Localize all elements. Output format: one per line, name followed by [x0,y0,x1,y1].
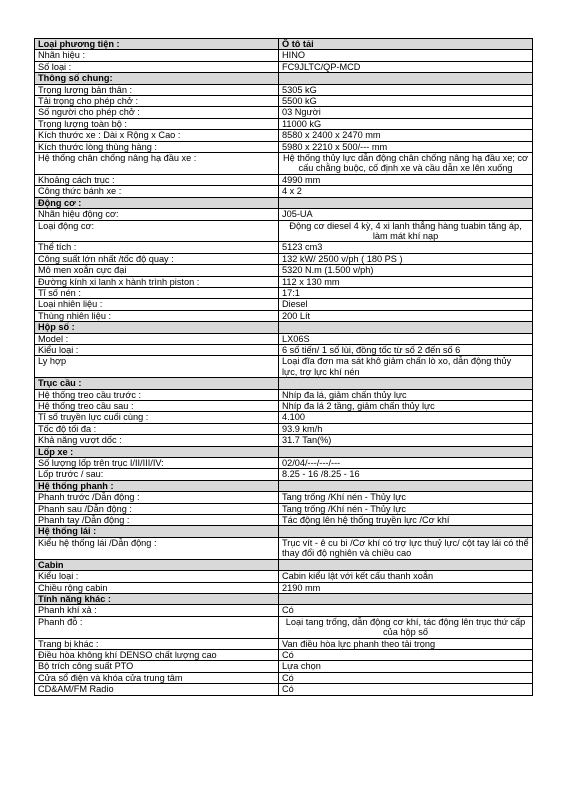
section-header-row [35,559,533,570]
spec-value: 17:1 [279,287,533,298]
spec-value: Nhíp đa lá 2 tầng, giảm chấn thủy lực [279,401,533,412]
spec-value: 112 x 130 mm [279,276,533,287]
spec-label: Kích thước xe : Dài x Rộng x Cao : [35,130,279,141]
spec-value: 11000 kG [279,118,533,129]
spec-label: Số loại : [35,61,279,72]
spec-label: Tỉ số nén : [35,287,279,298]
spec-value: Cabin kiểu lật với kết cấu thanh xoắn [279,571,533,582]
spec-label: Kích thước lòng thùng hàng : [35,141,279,152]
spec-label: Tỉ số truyền lực cuối cùng : [35,412,279,423]
spec-label: Loại động cơ: [35,220,279,242]
section-title: Động cơ : [35,197,279,208]
section-title: Hệ thống phanh : [35,480,279,491]
spec-label: Bộ trích công suất PTO [35,661,279,672]
spec-label: Model : [35,333,279,344]
spec-table-body [35,39,533,696]
spec-value: Hệ thống thủy lực dẫn động chân chống nâng hạ đầu xe; cơ cấu chằng buộc, cố định xe và cầu dẫn xe lên xuống [279,153,533,175]
table-row [35,310,533,321]
spec-label: Số lượng lốp trên trục I/II/III/IV: [35,458,279,469]
table-row [35,333,533,344]
spec-value: 4 x 2 [279,186,533,197]
table-row [35,389,533,400]
table-row [35,118,533,129]
spec-value [279,378,533,389]
table-row [35,141,533,152]
section-header-row [35,480,533,491]
table-row [35,458,533,469]
spec-value: 8.25 - 16 /8.25 - 16 [279,469,533,480]
section-title: Loại phương tiện : [35,39,279,50]
spec-label: Trọng lượng toàn bộ : [35,118,279,129]
table-row [35,174,533,185]
table-row [35,220,533,242]
spec-label: Mô men xoắn cực đại [35,265,279,276]
table-row [35,242,533,253]
spec-value: 8580 x 2400 x 2470 mm [279,130,533,141]
table-row [35,684,533,695]
section-title: Lốp xe : [35,446,279,457]
spec-value: 132 kW/ 2500 v/ph ( 180 PS ) [279,253,533,264]
spec-label: Thể tích : [35,242,279,253]
spec-value: Diesel [279,299,533,310]
spec-label: Ly hợp [35,356,279,378]
spec-value: Trục vít - ê cu bi /Cơ khí có trợ lực thuỷ lực/ cột tay lái có thể thay đổi độ nghiên và chiều cao [279,537,533,559]
section-header-row [35,378,533,389]
spec-value: 5320 N.m (1.500 v/ph) [279,265,533,276]
spec-value: 5980 x 2210 x 500/--- mm [279,141,533,152]
table-row [35,61,533,72]
spec-value: Loại đĩa đơn ma sát khô giảm chấn lò xo, dẫn động thủy lực, trợ lực khí nén [279,356,533,378]
spec-label: Kiểu hệ thống lái /Dẫn động : [35,537,279,559]
table-row [35,616,533,638]
section-header-row [35,526,533,537]
spec-value: 5500 kG [279,96,533,107]
table-row [35,130,533,141]
table-row [35,276,533,287]
table-row [35,571,533,582]
table-row [35,96,533,107]
spec-label: Hệ thống treo cầu trước : [35,389,279,400]
spec-value [279,322,533,333]
section-header-row [35,322,533,333]
spec-value: 6 số tiến/ 1 số lùi, đồng tốc từ số 2 đến số 6 [279,344,533,355]
spec-value: Tang trống /Khí nén - Thủy lực [279,503,533,514]
table-row [35,503,533,514]
table-row [35,672,533,683]
section-title: Hệ thống lái : [35,526,279,537]
spec-label: Lốp trước / sau: [35,469,279,480]
spec-value: 93.9 km/h [279,423,533,434]
spec-table [34,38,533,696]
section-header-row [35,39,533,50]
spec-value [279,197,533,208]
spec-label: Công suất lớn nhất /tốc độ quay : [35,253,279,264]
spec-label: Thùng nhiên liệu : [35,310,279,321]
spec-label: Hệ thống chân chống nâng hạ đầu xe : [35,153,279,175]
spec-value: 4990 mm [279,174,533,185]
table-row [35,469,533,480]
spec-label: Loại nhiên liệu : [35,299,279,310]
section-title: Tính năng khác : [35,593,279,604]
spec-value: Có [279,605,533,616]
table-row [35,649,533,660]
table-row [35,435,533,446]
table-row [35,423,533,434]
table-row [35,492,533,503]
spec-label: Công thức bánh xe : [35,186,279,197]
spec-label: Khoảng cách trục : [35,174,279,185]
spec-value: 03 Người [279,107,533,118]
spec-value: 4.100 [279,412,533,423]
spec-value [279,446,533,457]
spec-label: Chiều rộng cabin [35,582,279,593]
spec-value: Ô tô tải [279,39,533,50]
table-row [35,537,533,559]
spec-label: Phanh sau /Dẫn động : [35,503,279,514]
spec-value: Động cơ diesel 4 kỳ, 4 xi lanh thẳng hàng tuabin tăng áp, làm mát khí nạp [279,220,533,242]
spec-value: Có [279,684,533,695]
spec-value [279,73,533,84]
section-title: Thông số chung: [35,73,279,84]
section-header-row [35,446,533,457]
table-row [35,356,533,378]
table-row [35,253,533,264]
table-row [35,265,533,276]
table-row [35,661,533,672]
table-row [35,209,533,220]
spec-value [279,593,533,604]
spec-value: Tang trống /Khí nén - Thủy lực [279,492,533,503]
table-row [35,287,533,298]
table-row [35,84,533,95]
spec-label: Đường kính xi lanh x hành trình piston : [35,276,279,287]
spec-label: Khả năng vượt dốc : [35,435,279,446]
table-row [35,638,533,649]
spec-label: Nhãn hiệu động cơ: [35,209,279,220]
spec-label: Kiểu loại : [35,344,279,355]
section-header-row [35,593,533,604]
spec-label: Kiểu loại : [35,571,279,582]
spec-label: CD&AM/FM Radio [35,684,279,695]
section-title: Cabin [35,559,279,570]
spec-value: Có [279,649,533,660]
spec-value: Có [279,672,533,683]
section-title: Trục cầu : [35,378,279,389]
spec-value: FC9JLTC/QP-MCD [279,61,533,72]
spec-value [279,480,533,491]
spec-label: Tốc độ tối đa : [35,423,279,434]
table-row [35,401,533,412]
spec-value: 2190 mm [279,582,533,593]
table-row [35,50,533,61]
spec-value: LX06S [279,333,533,344]
spec-value [279,526,533,537]
spec-label: Điều hòa không khí DENSO chất lượng cao [35,649,279,660]
section-header-row [35,197,533,208]
spec-value: 5123 cm3 [279,242,533,253]
spec-label: Cửa sổ điện và khóa cửa trung tâm [35,672,279,683]
spec-label: Hệ thống treo cầu sau : [35,401,279,412]
spec-value: 02/04/---/---/--- [279,458,533,469]
spec-label: Phanh trước /Dẫn động : [35,492,279,503]
spec-label: Trọng lượng bản thân : [35,84,279,95]
spec-value: 200 Lít [279,310,533,321]
table-row [35,107,533,118]
spec-label: Phanh khí xả : [35,605,279,616]
spec-label: Số người cho phép chở : [35,107,279,118]
section-header-row [35,73,533,84]
table-row [35,582,533,593]
spec-value: HINO [279,50,533,61]
table-row [35,299,533,310]
spec-value [279,559,533,570]
spec-value: Van điều hòa lực phanh theo tải trọng [279,638,533,649]
spec-value: J05-UA [279,209,533,220]
spec-value: 5305 kG [279,84,533,95]
spec-label: Phanh tay /Dẫn động : [35,515,279,526]
table-row [35,186,533,197]
spec-label: Nhãn hiệu : [35,50,279,61]
spec-value: 31.7 Tan(%) [279,435,533,446]
section-title: Hộp số : [35,322,279,333]
spec-value: Nhíp đa lá, giảm chấn thủy lực [279,389,533,400]
table-row [35,412,533,423]
spec-value: Lựa chọn [279,661,533,672]
spec-label: Phanh đỗ : [35,616,279,638]
spec-value: Tác động lên hệ thống truyền lực /Cơ khí [279,515,533,526]
table-row [35,153,533,175]
spec-value: Loại tang trống, dẫn động cơ khí, tác động lên trục thứ cấp của hộp số [279,616,533,638]
table-row [35,344,533,355]
table-row [35,605,533,616]
table-row [35,515,533,526]
spec-label: Trang bị khác : [35,638,279,649]
spec-label: Tải trọng cho phép chở : [35,96,279,107]
